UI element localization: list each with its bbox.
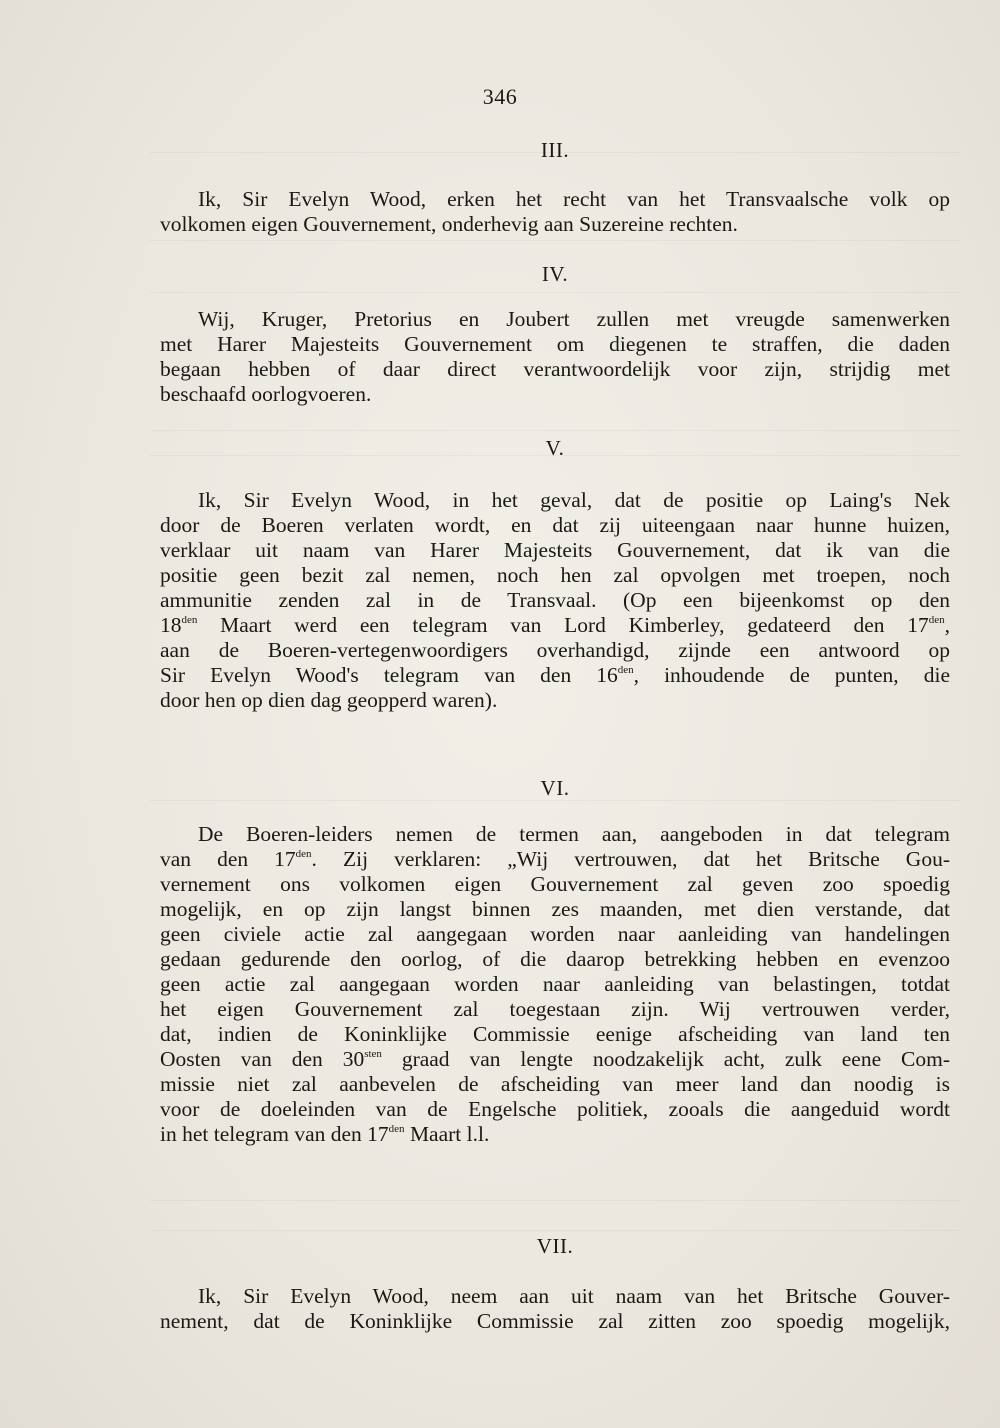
text-line: Wij, Kruger, Pretorius en Joubert zullen met vreugde samenwerken [198,307,950,331]
section-heading-vi: VI. [540,776,570,800]
text-line: geen actie zal aangegaan worden naar aanleiding van belastingen, totdat [160,972,950,996]
text-line: aan de Boeren-vertegenwoordigers overhandigd, zijnde een antwoord op [160,638,950,662]
text-line: verklaar uit naam van Harer Majesteits Gouvernement, dat ik van die [160,538,950,562]
section-iii-paragraph [160,187,950,237]
section-heading-iii: III. [540,138,570,162]
text-line: voor de doeleinden van de Engelsche politiek, zooals die aangeduid wordt [160,1097,950,1121]
section-vi-paragraph [160,822,950,1147]
text-line: $18^{den}$ Maart werd een telegram van Lord Kimberley, gedateerd den $17^{den}$, [160,613,950,637]
text-line: vernement ons volkomen eigen Gouvernement zal geven zoo spoedig [160,872,950,896]
text-line: door hen op dien dag geopperd waren). [160,688,498,712]
text-line: De Boeren-leiders nemen de termen aan, aangeboden in dat telegram [198,822,950,846]
text-line: positie geen bezit zal nemen, noch hen zal opvolgen met troepen, noch [160,563,950,587]
section-vii-paragraph [160,1284,950,1334]
text-line: met Harer Majesteits Gouvernement om diegenen te straffen, die daden [160,332,950,356]
section-heading-vii: VII. [536,1234,574,1258]
text-line: Ik, Sir Evelyn Wood, neem aan uit naam van het Britsche Gouver- [198,1284,950,1308]
section-iv-paragraph [160,307,950,407]
section-heading-iv: IV. [541,262,569,286]
text-line: volkomen eigen Gouvernement, onderhevig aan Suzereine rechten. [160,212,738,236]
text-line: beschaafd oorlogvoeren. [160,382,372,406]
text-line: het eigen Gouvernement zal toegestaan zijn. Wij vertrouwen verder, [160,997,950,1021]
text-line: in het telegram van den $17^{den}$ Maart l.l. [160,1122,490,1146]
text-line: Oosten van den $30^{sten}$ graad van lengte noodzakelijk acht, zulk eene Com- [160,1047,950,1071]
page-number: 346 [482,84,518,109]
text-line: Ik, Sir Evelyn Wood, erken het recht van het Transvaalsche volk op [198,187,950,211]
section-v-paragraph [160,488,950,713]
text-line: ammunitie zenden zal in de Transvaal. (Op een bijeenkomst op den [160,588,950,612]
text-line: Ik, Sir Evelyn Wood, in het geval, dat de positie op Laing's Nek [198,488,950,512]
text-line: mogelijk, en op zijn langst binnen zes maanden, met dien verstande, dat [160,897,950,921]
text-line: nement, dat de Koninklijke Commissie zal zitten zoo spoedig mogelijk, [160,1309,950,1333]
text-line: door de Boeren verlaten wordt, en dat zij uiteengaan naar hunne huizen, [160,513,950,537]
text-line: dat, indien de Koninklijke Commissie eenige afscheiding van land ten [160,1022,950,1046]
text-line: begaan hebben of daar direct verantwoordelijk voor zijn, strijdig met [160,357,950,381]
text-line: missie niet zal aanbevelen de afscheiding van meer land dan noodig is [160,1072,950,1096]
text-line: geen civiele actie zal aangegaan worden naar aanleiding van handelingen [160,922,950,946]
text-line: Sir Evelyn Wood's telegram van den $16^{den}$, inhoudende de punten, die [160,663,950,687]
section-heading-v: V. [545,436,565,460]
text-line: van den $17^{den}$. Zij verklaren: „Wij vertrouwen, dat het Britsche Gou- [160,847,950,871]
text-line: gedaan gedurende den oorlog, of die daarop betrekking hebben en evenzoo [160,947,950,971]
